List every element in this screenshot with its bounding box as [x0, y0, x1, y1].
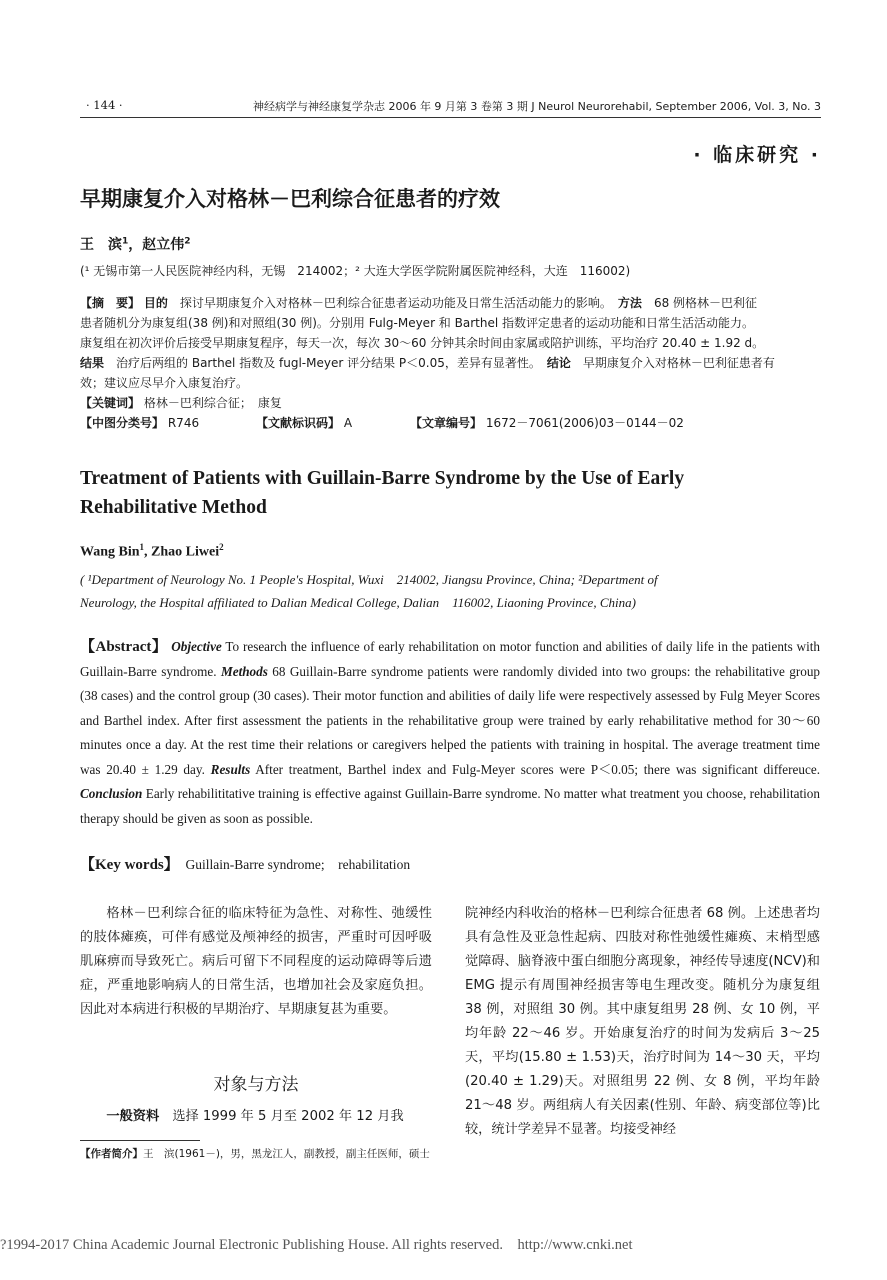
abstract-en-methods: 68 Guillain-Barre syndrome patients were randomly divided into two groups: the rehabilitative group (38 cases) and the control group (30 cases). Their motor function and abilities of daily life were respectively assessed by Fulg Meyer Scores and Barthel index. After first assessment the patients in the rehabilitative group were trained by early rehabilitative method for 30～60 minutes once a day. At the rest time their relations or caregivers helped the patients with training in hospital. The average treatment time was 20.40 ± 1.29 day. — [80, 663, 821, 777]
title-zh: 早期康复介入对格林－巴利综合征患者的疗效 — [80, 187, 500, 211]
author-note-text: 王 滨(1961－)，男，黑龙江人，副教授，副主任医师，硕士 — [143, 1148, 430, 1160]
author-en-2: Zhao Liwei — [151, 544, 220, 560]
abstract-en-conclusion-label: Conclusion — [80, 786, 143, 801]
abstract-zh — [80, 293, 820, 433]
keywords-zh-label: 【关键词】 — [80, 396, 141, 410]
author-en-sep: , — [144, 544, 152, 560]
classification-line — [80, 413, 820, 433]
abstract-zh-objective-label: 目的 — [143, 296, 168, 310]
author-2-sup: 2 — [184, 236, 191, 247]
authors-zh — [80, 234, 191, 254]
header-rule — [80, 117, 821, 118]
body-left-para-1: 格林－巴利综合征的临床特征为急性、对称性、弛缓性的肢体瘫痪，可伴有感觉及颅神经的损害，严重时可因呼吸肌麻痹而导致死亡。病后可留下不同程度的运动障碍等后遗症，严重地影响病人的日常生活，也增加社会及家庭负担。因此对本病进行积极的早期治疗、早期康复甚为重要。 — [80, 906, 432, 1017]
abstract-en-results-label: Results — [210, 761, 251, 777]
affiliation-zh: (¹ 无锡市第一人民医院神经内科，无锡 214002；² 大连大学医学院附属医院神经科，大连 116002) — [80, 264, 631, 278]
abstract-en-methods-label: Methods — [220, 663, 268, 679]
footnote-rule — [80, 1140, 200, 1141]
general-info-label: 一般资料 — [106, 1109, 160, 1124]
page-number: · 144 · — [86, 98, 123, 112]
footer-copyright: ?1994-2017 China Academic Journal Electronic Publishing House. All rights reserved. http://www.cnki.net — [0, 1237, 633, 1253]
keywords-en — [80, 853, 410, 874]
abstract-zh-conclusion-1: 早期康复介入对格林－巴利征患者有 — [582, 356, 775, 370]
abstract-zh-results-label: 结果 — [80, 356, 105, 370]
abstract-zh-methods-1: 68 例格林－巴利征 — [653, 296, 758, 310]
abstract-en-objective-label: Objective — [171, 639, 222, 654]
abstract-zh-line-2: 患者随机分为康复组(38 例)和对照组(30 例)。分别用 Fulg-Meyer 和 Barthel 指数评定患者的运动功能和日常生活活动能力。 — [80, 316, 754, 330]
author-en-2-sup: 2 — [219, 542, 224, 552]
body-left-para-2 — [80, 1105, 432, 1129]
abstract-en-conclusion: Early rehabilititative training is effective against Guillain-Barre syndrome. No matter what treatment you choose, rehabilitation therapy should be given as soon as possible. — [80, 786, 820, 826]
author-1: 王 滨 — [80, 237, 122, 253]
abstract-en — [80, 635, 820, 831]
body-right-para: 院神经内科收治的格林－巴利综合征患者 68 例。上述患者均具有急性及亚急性起病、四肢对称性弛缓性瘫痪、末梢型感觉障碍、脑脊液中蛋白细胞分离现象，神经传导速度(NCV)和 EMG 提示有周围神经损害等电生理改变。随机分为康复组 38 例，对照组 30 例。其中康复组男 28 例、女 10 例，平均年龄 22～46 岁。开始康复治疗的时间为发病后 3～25 天，平均(15.80 ± 1.53)天，治疗时间为 14～30 天，平均(20.40 ± 1.29)天。对照组男 22 例、女 8 例，平均年龄 21～48 岁。两组病人有关因素(性别、年龄、病变部位等)比较，统计学差异不显著。均接受神经 — [465, 906, 820, 1137]
abstract-zh-objective: 探讨早期康复介入对格林－巴利综合征患者运动功能及日常生活活动能力的影响。 — [179, 296, 606, 310]
abstract-en-objective: To research the influence of early rehabilitation on motor function and abilities of daily life in the patients with Guillain-Barre syndrome. — [80, 639, 820, 679]
author-note — [80, 1146, 440, 1161]
general-info-text: 选择 1999 年 5 月至 2002 年 12 月我 — [172, 1109, 404, 1124]
doc-code-value: A — [343, 416, 353, 430]
keywords-zh-text: 格林－巴利综合征； 康复 — [143, 396, 282, 410]
abstract-zh-line-5: 效；建议应尽早介入康复治疗。 — [80, 376, 249, 390]
abstract-zh-conclusion-label: 结论 — [546, 356, 571, 370]
running-header: 神经病学与神经康复学杂志 2006 年 9 月第 3 卷第 3 期 J Neurol Neurorehabil, September 2006, Vol. 3, No. 3 — [252, 100, 821, 113]
title-en-line-1: Treatment of Patients with Guillain-Barre Syndrome by the Use of Early — [80, 468, 685, 489]
abstract-zh-methods-label: 方法 — [617, 296, 642, 310]
abstract-zh-results: 治疗后两组的 Barthel 指数及 fugl-Meyer 评分结果 P＜0.05，差异有显著性。 — [116, 356, 535, 370]
clc-label: 【中图分类号】 — [80, 416, 165, 430]
affiliation-en-line-1: ( ¹Department of Neurology No. 1 People's Hospital, Wuxi 214002, Jiangsu Province, China; ²Department of — [80, 572, 658, 587]
abstract-zh-line-1 — [80, 293, 820, 313]
section-label: · 临床研究 · — [693, 144, 821, 166]
author-en-1-sup: 1 — [139, 542, 145, 552]
clc-value: R746 — [167, 416, 200, 430]
author-1-sup: 1 — [122, 236, 129, 247]
affiliation-en-line-2: Neurology, the Hospital affiliated to Dalian Medical College, Dalian 116002, Liaoning Province, China) — [80, 595, 636, 610]
author-2: 赵立伟 — [142, 237, 185, 253]
abstract-zh-label: 【摘 要】 — [80, 296, 141, 310]
title-en — [80, 464, 684, 522]
clc — [80, 413, 199, 433]
title-en-line-2: Rehabilitative Method — [80, 497, 267, 518]
author-note-label: 【作者简介】 — [80, 1148, 143, 1160]
affiliation-en — [80, 568, 822, 614]
keywords-zh — [80, 393, 820, 413]
author-sep: ， — [128, 237, 143, 253]
doc-code — [256, 413, 352, 433]
authors-en — [80, 542, 224, 561]
abstract-en-label: 【Abstract】 — [80, 639, 168, 655]
abstract-en-results: After treatment, Barthel index and Fulg-Meyer scores were P＜0.05; there was significant differeuce. — [255, 761, 820, 777]
article-number-label: 【文章编号】 — [410, 416, 483, 430]
abstract-zh-line-3: 康复组在初次评价后接受早期康复程序，每天一次，每次 30～60 分钟其余时间由家属或陪护训练，平均治疗 20.40 ± 1.92 d。 — [80, 336, 765, 350]
abstract-zh-line-4 — [80, 353, 820, 373]
article-number-value: 1672－7061(2006)03－0144－02 — [485, 416, 684, 430]
article-number — [410, 413, 684, 433]
author-en-1: Wang Bin — [80, 544, 140, 560]
section-heading: 对象与方法 — [213, 1075, 299, 1095]
keywords-en-label: 【Key words】 — [80, 857, 179, 873]
keywords-en-text: Guillain-Barre syndrome; rehabilitation — [185, 857, 411, 872]
doc-code-label: 【文献标识码】 — [256, 416, 341, 430]
